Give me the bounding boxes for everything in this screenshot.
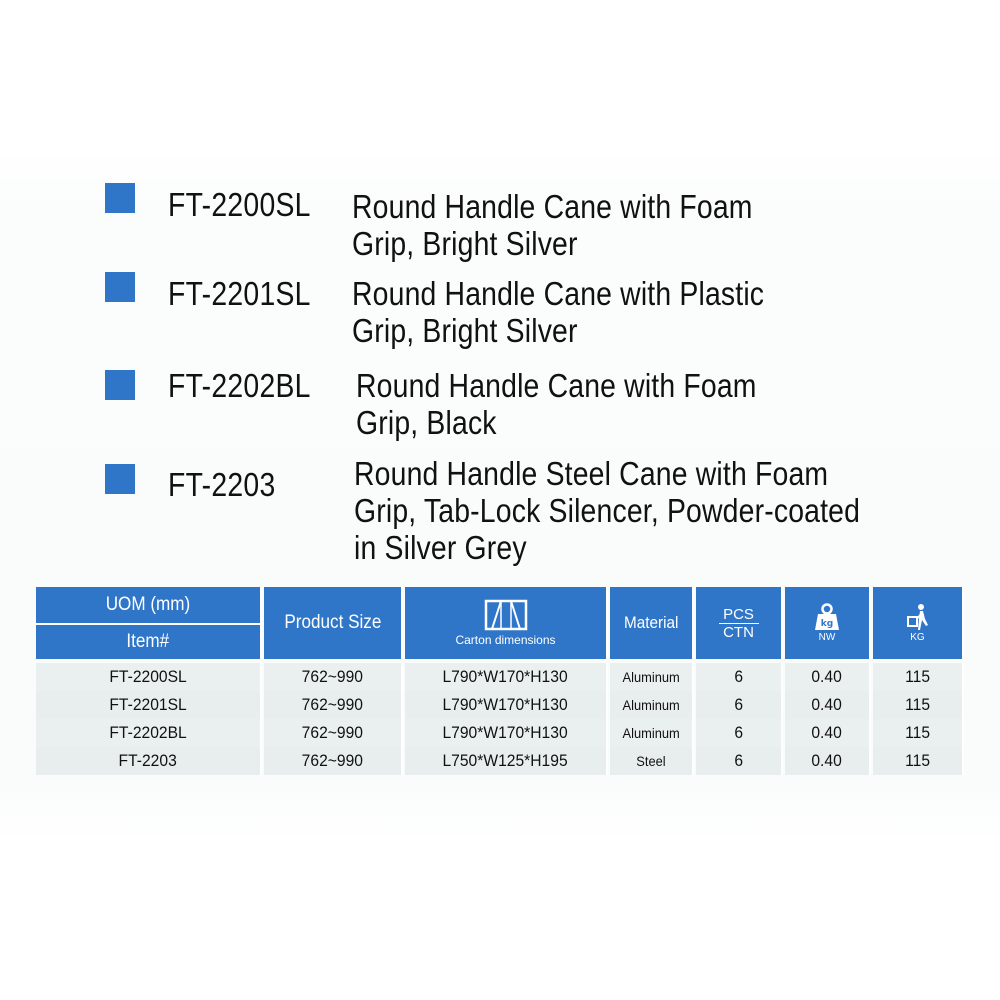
cell-nw: 0.40 <box>785 719 871 747</box>
header-carton-label: Carton dimensions <box>455 633 556 647</box>
header-gross-weight <box>873 587 964 659</box>
product-description <box>354 455 922 566</box>
cell-carton: L790*W170*H130 <box>405 691 608 719</box>
header-item-label: Item# <box>126 631 170 652</box>
table-row <box>36 691 964 719</box>
product-description <box>352 188 920 262</box>
cell-carton: L790*W170*H130 <box>405 663 608 691</box>
table-row <box>36 663 964 691</box>
cell-nw: 0.40 <box>785 747 871 775</box>
header-product-size-label: Product Size <box>284 612 381 633</box>
bullet-square-icon <box>105 464 135 494</box>
cell-material: Steel <box>610 747 694 775</box>
description-line: Round Handle Cane with Foam <box>352 188 753 225</box>
cell-size: 762~990 <box>264 663 403 691</box>
cell-item: FT-2202BL <box>36 719 262 747</box>
product-code: FT-2202BL <box>168 367 311 404</box>
header-pcs-label: PCS <box>723 605 754 623</box>
carton-box-icon <box>484 599 528 631</box>
header-material <box>610 587 694 659</box>
header-carton-dimensions <box>405 587 608 659</box>
header-pcs-ctn <box>696 587 783 659</box>
bullet-square-icon <box>105 183 135 213</box>
cell-material: Aluminum <box>610 719 694 747</box>
cell-item: FT-2201SL <box>36 691 262 719</box>
cell-material: Aluminum <box>610 691 694 719</box>
bullet-square-icon <box>105 272 135 302</box>
cell-carton: L790*W170*H130 <box>405 719 608 747</box>
bullet-square-icon <box>105 370 135 400</box>
description-line: Round Handle Cane with Plastic <box>352 275 765 312</box>
cell-pcs: 6 <box>696 663 783 691</box>
header-nw-label: NW <box>818 632 836 643</box>
product-code: FT-2203 <box>168 466 276 503</box>
cell-material: Aluminum <box>610 663 694 691</box>
cell-size: 762~990 <box>264 719 403 747</box>
cell-kg: 115 <box>873 691 964 719</box>
cell-pcs: 6 <box>696 747 783 775</box>
description-line: Round Handle Cane with Foam <box>356 367 757 404</box>
product-description <box>356 367 924 441</box>
cell-item: FT-2200SL <box>36 663 262 691</box>
cell-pcs: 6 <box>696 719 783 747</box>
cell-kg: 115 <box>873 663 964 691</box>
cell-kg: 115 <box>873 747 964 775</box>
header-uom-label: UOM (mm) <box>105 594 191 615</box>
header-material-label: Material <box>623 613 679 632</box>
description-line: in Silver Grey <box>354 529 527 566</box>
header-item <box>36 625 262 659</box>
table-row <box>36 747 964 775</box>
cell-kg: 115 <box>873 719 964 747</box>
header-product-size <box>264 587 403 659</box>
weight-kg-badge: kg <box>820 619 834 629</box>
description-line: Grip, Tab-Lock Silencer, Powder-coated <box>354 492 861 529</box>
header-net-weight <box>785 587 871 659</box>
header-uom <box>36 587 262 625</box>
weight-icon <box>814 603 840 631</box>
table-row <box>36 719 964 747</box>
product-description <box>352 275 920 349</box>
cell-carton: L750*W125*H195 <box>405 747 608 775</box>
cell-nw: 0.40 <box>785 663 871 691</box>
product-code: FT-2201SL <box>168 275 311 312</box>
description-line: Grip, Bright Silver <box>352 312 578 349</box>
description-line: Grip, Black <box>356 404 497 441</box>
cell-size: 762~990 <box>264 747 403 775</box>
cell-nw: 0.40 <box>785 691 871 719</box>
product-code: FT-2200SL <box>168 186 311 223</box>
spec-table <box>34 587 966 775</box>
cell-pcs: 6 <box>696 691 783 719</box>
cell-item: FT-2203 <box>36 747 262 775</box>
description-line: Round Handle Steel Cane with Foam <box>354 455 829 492</box>
description-line: Grip, Bright Silver <box>352 225 578 262</box>
cell-size: 762~990 <box>264 691 403 719</box>
header-kg-label: KG <box>910 632 925 643</box>
header-ctn-label: CTN <box>723 623 754 641</box>
person-lifting-icon <box>905 603 931 631</box>
